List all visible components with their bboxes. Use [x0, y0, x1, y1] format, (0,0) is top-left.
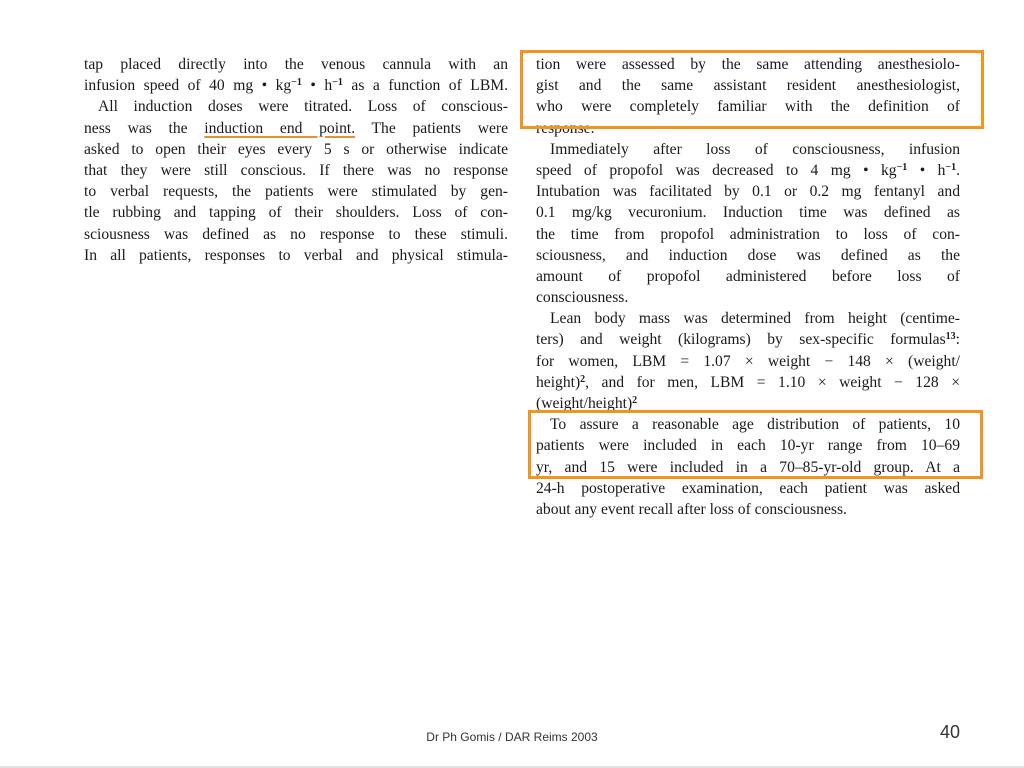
text-line: response.: [536, 119, 595, 137]
page-number: 40: [939, 722, 960, 742]
text-line: about any event recall after loss of consciousness.: [536, 500, 847, 518]
text-line: patients were included in each 10-yr range from 10–69: [536, 437, 960, 455]
text-line: (weight/height)$^2$: [536, 395, 638, 412]
text-line: that they were still conscious. If there was no response: [84, 161, 508, 179]
text-line: amount of propofol administered before loss of: [536, 267, 960, 285]
text-line: All induction doses were titrated. Loss of conscious-: [98, 98, 508, 116]
text-line: 0.1 mg/kg vecuronium. Induction time was defined as: [536, 204, 960, 222]
text-line: infusion speed of 40 mg • $kg^{-1}$ • $h^{-1}$ as a function of LBM.: [84, 77, 508, 95]
text-line: sciousness, and induction dose was defined as the: [536, 246, 960, 264]
text-line: ness was the induction end point. The patients were: [84, 119, 508, 137]
text-line: Lean body mass was determined from height (centime-: [550, 310, 960, 328]
text-line: tap placed directly into the venous cannula with an: [84, 56, 508, 73]
text-line: yr, and 15 were included in a 70–85-yr-old group. At a: [536, 458, 960, 476]
text-line: for women, LBM = 1.07 × weight − 148 × (weight/: [536, 352, 960, 370]
text-line: ters) and weight (kilograms) by sex-specific formulas$^{13}$:: [536, 331, 960, 349]
text-line: tle rubbing and tapping of their shoulders. Loss of con-: [84, 204, 508, 222]
text-line: sciousness was defined as no response to these stimuli.: [84, 225, 508, 243]
left-text-column: [84, 54, 508, 266]
text-line: the time from propofol administration to loss of con-: [536, 225, 960, 243]
right-text-column: [536, 54, 960, 520]
text-line: In all patients, responses to verbal and physical stimula-: [84, 246, 508, 264]
text-line: height)$^2$, and for men, LBM = 1.10 × weight − 128 ×: [536, 373, 960, 391]
text-line: To assure a reasonable age distribution of patients, 10: [550, 416, 960, 434]
text-line: 24-h postoperative examination, each patient was asked: [536, 479, 960, 497]
text-line: Immediately after loss of consciousness, infusion: [550, 140, 960, 158]
text-line: speed of propofol was decreased to 4 mg • $kg^{-1}$ • $h^{-1}$.: [536, 161, 960, 179]
text-line: gist and the same assistant resident anesthesiologist,: [536, 77, 960, 95]
text-line: who were completely familiar with the definition of: [536, 98, 960, 116]
text-line: asked to open their eyes every 5 s or otherwise indicate: [84, 140, 508, 158]
text-line: Intubation was facilitated by 0.1 or 0.2 mg fentanyl and: [536, 183, 960, 201]
underlined-phrase: induction end point.: [204, 119, 356, 137]
footer-author: Dr Ph Gomis / DAR Reims 2003: [426, 730, 598, 744]
text-line: consciousness.: [536, 289, 629, 307]
text-line: tion were assessed by the same attending anesthesiolo-: [536, 56, 960, 73]
text-line: to verbal requests, the patients were stimulated by gen-: [84, 183, 508, 201]
